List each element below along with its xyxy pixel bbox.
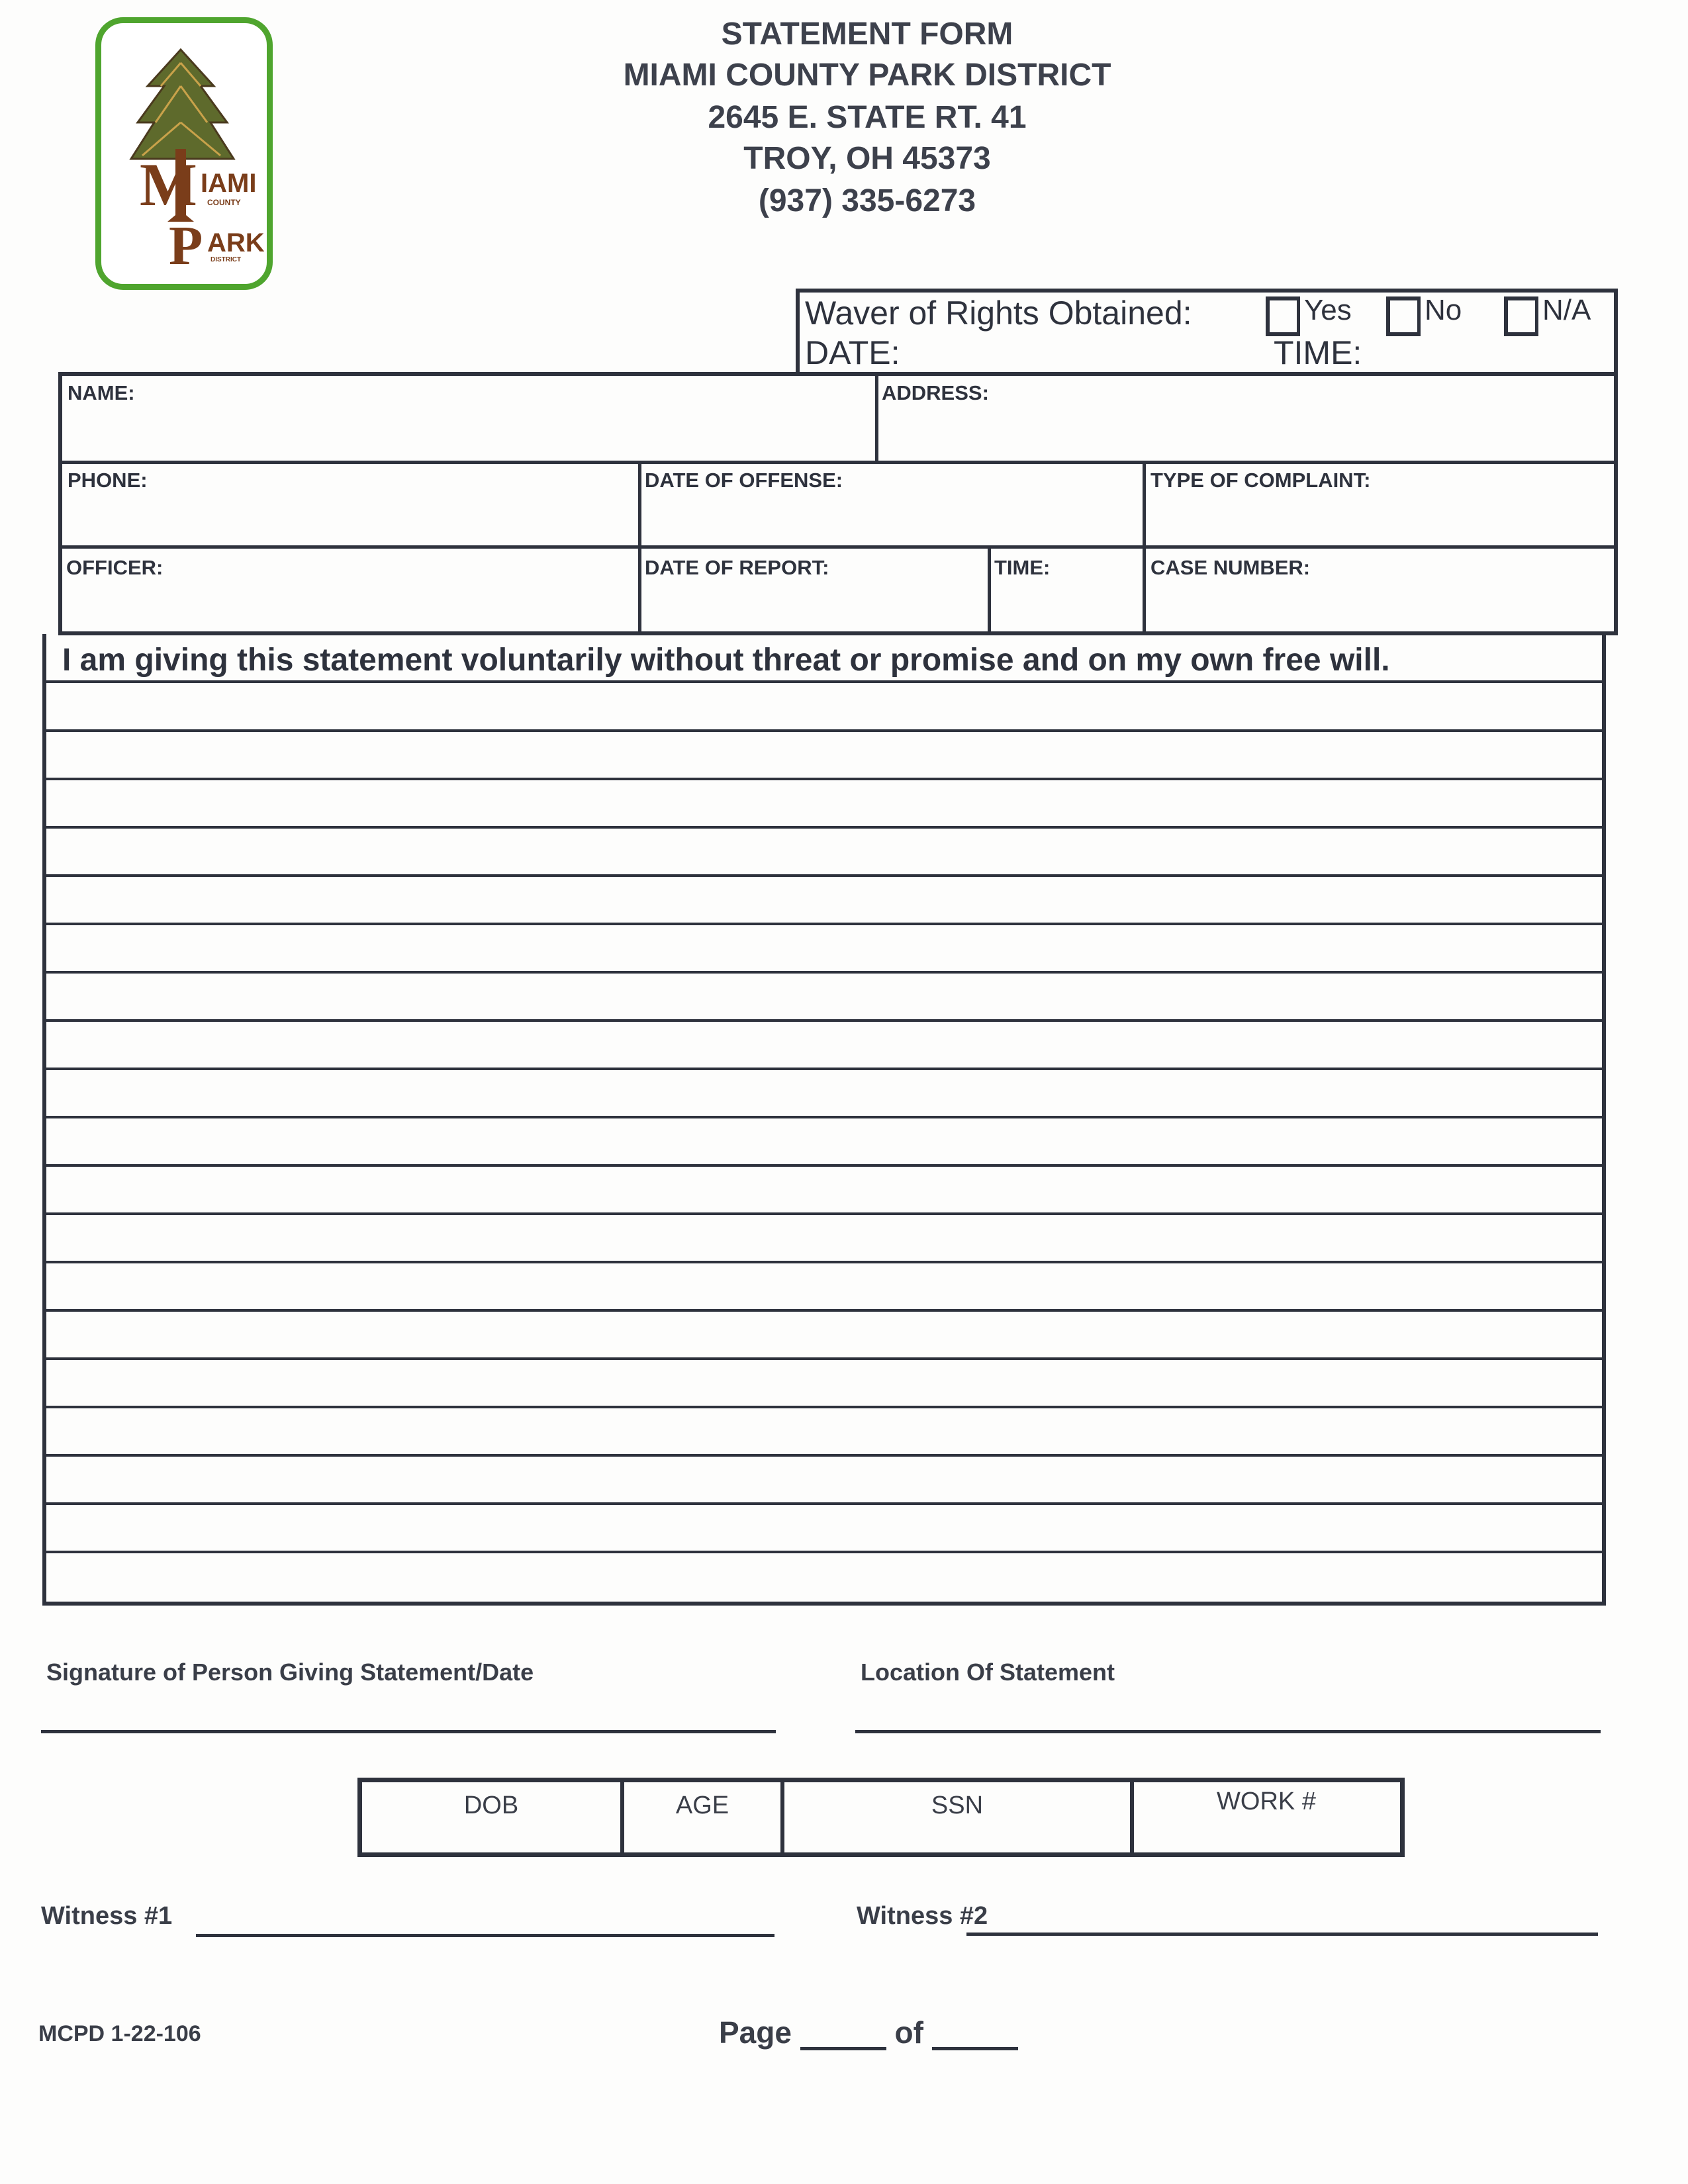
personal-info-box	[357, 1778, 1405, 1857]
waiver-no-label: No	[1425, 294, 1462, 326]
witness-1-line[interactable]	[196, 1934, 774, 1937]
logo-text-county: COUNTY	[207, 198, 241, 207]
statement-area[interactable]	[42, 634, 1606, 1606]
org-name: MIAMI COUNTY PARK DISTRICT	[623, 58, 1111, 93]
org-phone: (937) 335-6273	[758, 183, 976, 218]
signature-line[interactable]	[41, 1730, 776, 1733]
ssn-field[interactable]	[784, 1782, 1130, 1852]
ssn-label: SSN	[931, 1792, 984, 1819]
page-total-blank[interactable]	[932, 2021, 1018, 2050]
address-label: ADDRESS:	[882, 381, 989, 404]
witness-2-label: Witness #2	[857, 1902, 988, 1930]
park-district-logo	[95, 17, 273, 290]
svg-text:M: M	[140, 151, 197, 218]
age-field[interactable]	[624, 1782, 780, 1852]
svg-text:P: P	[169, 215, 203, 277]
officer-field[interactable]	[62, 549, 637, 633]
page-label: Page	[719, 2015, 792, 2050]
phone-field[interactable]	[62, 465, 637, 545]
waiver-label: Waver of Rights Obtained:	[805, 295, 1192, 332]
address-field[interactable]	[879, 376, 1614, 461]
page-number-blank[interactable]	[800, 2021, 886, 2050]
logo-text-iami: IAMI	[201, 169, 257, 198]
waiver-yes-label: Yes	[1304, 294, 1352, 326]
page-indicator	[719, 2015, 1018, 2050]
dob-field[interactable]	[362, 1782, 620, 1852]
date-of-offense-label: DATE OF OFFENSE:	[645, 469, 843, 492]
date-of-report-field[interactable]	[642, 549, 986, 633]
form-header	[503, 0, 1231, 238]
form-title: STATEMENT FORM	[721, 17, 1013, 52]
case-number-label: CASE NUMBER:	[1150, 556, 1311, 579]
type-of-complaint-label: TYPE OF COMPLAINT:	[1150, 469, 1371, 492]
name-label: NAME:	[68, 381, 135, 404]
dob-label: DOB	[463, 1792, 519, 1819]
waiver-box	[796, 289, 1618, 375]
type-of-complaint-field[interactable]	[1147, 465, 1614, 545]
work-number-field[interactable]	[1134, 1782, 1399, 1852]
date-of-offense-field[interactable]	[642, 465, 1141, 545]
logo-text-ark: ARK	[207, 228, 265, 257]
waiver-na-checkbox[interactable]	[1504, 296, 1538, 336]
case-number-field[interactable]	[1147, 549, 1614, 633]
location-label: Location Of Statement	[861, 1659, 1115, 1686]
info-grid	[58, 372, 1618, 635]
waiver-no-checkbox[interactable]	[1386, 296, 1421, 336]
org-street: 2645 E. STATE RT. 41	[708, 100, 1027, 135]
waiver-na-label: N/A	[1542, 294, 1591, 326]
waiver-yes-checkbox[interactable]	[1266, 296, 1300, 336]
officer-label: OFFICER:	[66, 556, 164, 579]
logo-text-district: DISTRICT	[211, 256, 242, 263]
org-city: TROY, OH 45373	[743, 141, 991, 176]
of-label: of	[894, 2015, 923, 2050]
work-number-label: WORK #	[1217, 1788, 1316, 1815]
name-field[interactable]	[62, 376, 874, 461]
date-of-report-label: DATE OF REPORT:	[645, 556, 829, 579]
report-time-label: TIME:	[994, 556, 1051, 579]
location-line[interactable]	[855, 1730, 1601, 1733]
waiver-date-label: DATE:	[805, 334, 900, 371]
report-time-field[interactable]	[992, 549, 1141, 633]
age-label: AGE	[675, 1792, 729, 1819]
signature-label: Signature of Person Giving Statement/Date	[46, 1659, 534, 1686]
form-code: MCPD 1-22-106	[38, 2021, 201, 2046]
witness-1-label: Witness #1	[41, 1902, 173, 1930]
witness-2-line[interactable]	[966, 1933, 1598, 1936]
waiver-time-label: TIME:	[1274, 334, 1362, 371]
phone-label: PHONE:	[68, 469, 148, 492]
voluntary-declaration: I am giving this statement voluntarily without threat or promise and on my own free will.	[62, 643, 1390, 678]
